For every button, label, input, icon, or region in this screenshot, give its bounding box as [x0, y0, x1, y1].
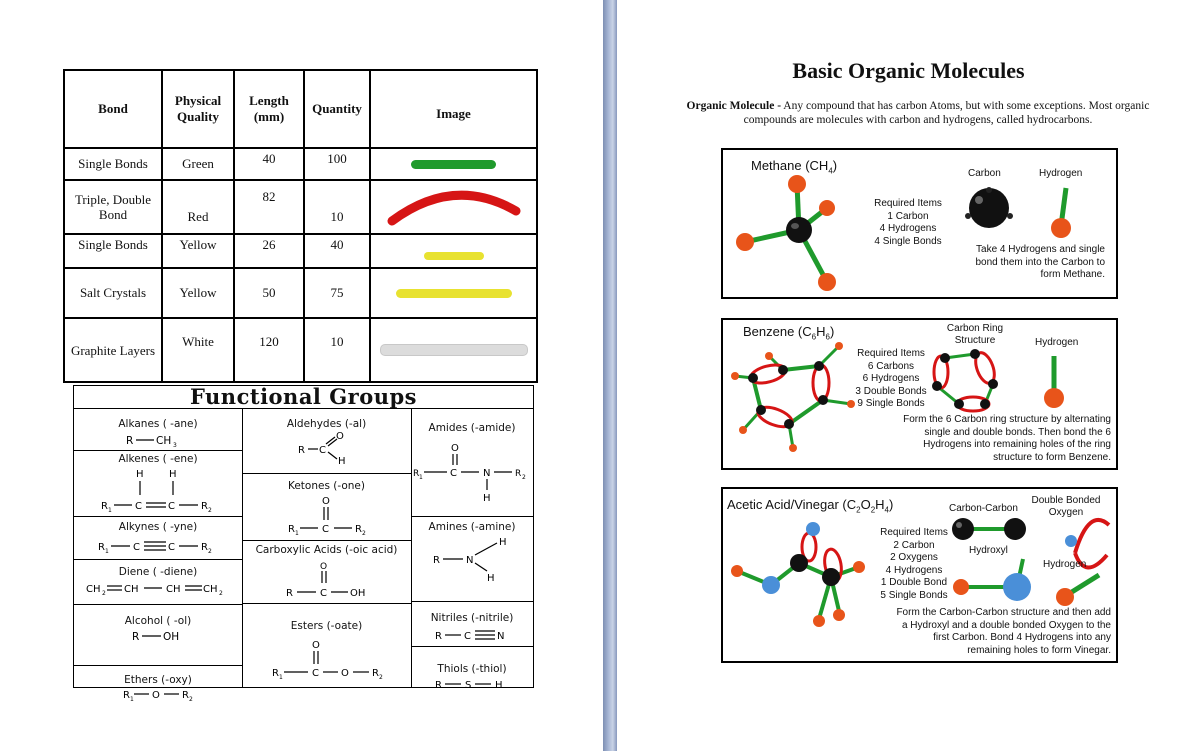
yellow-bond-image: [424, 252, 484, 260]
fg-amines: [411, 517, 533, 602]
quantity-cell: 100: [304, 148, 370, 180]
fg-name: Alcohol ( -ol): [124, 615, 192, 627]
svg-text:1: 1: [295, 530, 299, 537]
page-title: Basic Organic Molecules: [792, 58, 1025, 83]
bond-table: [63, 69, 538, 383]
length-cell: 50: [234, 268, 304, 318]
image-cell: [370, 318, 537, 382]
hydrogen-label: Hydrogen: [1043, 559, 1087, 570]
svg-text:O: O: [451, 443, 459, 454]
hydrogen-sample-icon: [1056, 588, 1074, 606]
fg-name: Diene ( -diene): [118, 566, 198, 578]
bond-cell: Single Bonds: [64, 234, 162, 268]
alcohol-structure: [74, 605, 242, 665]
svg-text:CH: CH: [203, 584, 218, 595]
ester-structure: [242, 604, 411, 686]
fg-name: Ketones (-one): [287, 480, 365, 492]
fg-alcohol: [74, 605, 242, 666]
table-row: [64, 234, 537, 268]
benzene-title: Benzene $(C_6H_6)$: [743, 324, 835, 342]
benzene-description: Form the 6 Carbon ring structure by alternating single and double bonds. Then bond the 6 Hydrogens into remaining holes of the ring structure to form Benzene.: [903, 414, 1111, 463]
svg-text:R: R: [182, 690, 189, 701]
fg-alkynes: [74, 517, 242, 560]
diene-structure: [74, 560, 242, 604]
fg-column-2: [242, 408, 412, 687]
fg-aldehydes: [242, 408, 411, 474]
fg-column-1: [74, 408, 243, 703]
svg-text:2: 2: [522, 474, 526, 481]
carbon-carbon-label: Carbon-Carbon: [949, 503, 1018, 514]
fg-ethers: [74, 666, 242, 703]
image-cell: [370, 268, 537, 318]
amide-structure: [411, 408, 533, 516]
benzene-requirements: Required Items 6 Carbons 6 Hydrogens 3 Double Bonds 9 Single Bonds: [855, 348, 927, 409]
amine-structure: [411, 517, 533, 601]
fg-name: Carboxylic Acids (-oic acid): [255, 544, 398, 556]
svg-text:2: 2: [208, 507, 212, 514]
functional-groups-title: Functional Groups: [190, 384, 417, 409]
ketone-structure: [242, 474, 411, 540]
red-bond-image: [384, 183, 524, 227]
svg-text:H: H: [499, 537, 507, 548]
svg-text:H: H: [338, 456, 346, 467]
fg-name: Ethers (-oxy): [124, 674, 192, 686]
quantity-cell: 40: [304, 234, 370, 268]
quality-cell: Yellow: [162, 268, 234, 318]
carbon-sample-icon: [969, 188, 1009, 228]
svg-text:CH: CH: [86, 584, 101, 595]
image-cell: [370, 148, 537, 180]
length-cell: 26: [234, 234, 304, 268]
svg-text:R: R: [286, 588, 293, 599]
svg-text:CH: CH: [156, 435, 172, 447]
bond-cell: Triple, Double Bond: [64, 180, 162, 234]
salt-crystal-image: [396, 289, 512, 298]
fg-nitriles: [411, 602, 533, 647]
methane-requirements: Required Items 1 Carbon 4 Hydrogens 4 Single Bonds: [874, 198, 942, 247]
image-cell: [370, 180, 537, 234]
page-divider: [603, 0, 617, 751]
svg-text:H: H: [487, 573, 495, 584]
svg-text:C: C: [450, 468, 457, 479]
green-bond-image: [411, 160, 496, 169]
alkane-structure: [74, 408, 242, 450]
acetic-acid-title: Acetic Acid/Vinegar $(C_2O_2H_4)$: [727, 497, 894, 515]
benzene-panel: [721, 318, 1118, 470]
hydrogen-sample-icon: [1044, 388, 1064, 408]
fg-name: Alkenes ( -ene): [118, 453, 198, 465]
graphite-image: [380, 344, 528, 356]
svg-text:R: R: [433, 555, 440, 566]
svg-text:3: 3: [173, 442, 177, 449]
svg-text:1: 1: [419, 474, 423, 481]
ether-structure: [74, 666, 242, 706]
svg-text:1: 1: [105, 548, 109, 555]
hydrogen-sample-icon: [1051, 218, 1071, 238]
nitrile-structure: [411, 602, 533, 646]
fg-carboxylic-acids: [242, 541, 411, 604]
header-physical-quality: Physical Quality: [162, 70, 234, 148]
bond-cell: Salt Crystals: [64, 268, 162, 318]
length-cell: 82: [234, 180, 304, 234]
svg-text:O: O: [312, 640, 320, 651]
methane-title: Methane $(CH_4)$: [751, 158, 838, 176]
fg-alkenes: [74, 451, 242, 517]
hydrogen-atom: [736, 233, 754, 251]
carboxylic-structure: [242, 541, 411, 603]
svg-text:OH: OH: [350, 588, 366, 599]
fg-thiols: [411, 647, 533, 691]
aldehyde-structure: [242, 408, 411, 473]
quality-cell: Red: [162, 180, 234, 234]
fg-esters: [242, 604, 411, 686]
svg-text:C: C: [135, 501, 142, 512]
header-length: Length (mm): [234, 70, 304, 148]
length-cell: 40: [234, 148, 304, 180]
svg-text:R: R: [201, 501, 208, 512]
intro-text: Any compound that has carbon Atoms, but with some exceptions. Most organic compounds are molecules with carbon and hydrogens, called hydrocarbons.: [743, 100, 1150, 126]
svg-text:C: C: [464, 631, 471, 642]
hydroxyl-label: Hydroxyl: [969, 545, 1008, 556]
header-quantity: Quantity: [304, 70, 370, 148]
quality-cell: White: [162, 318, 234, 382]
alkene-structure: [74, 451, 242, 516]
carbon-atom: [786, 217, 812, 243]
svg-text:R: R: [515, 469, 522, 479]
fg-name: Alkanes ( -ane): [118, 418, 198, 430]
svg-text:1: 1: [108, 507, 112, 514]
svg-text:R: R: [101, 501, 108, 512]
svg-text:S: S: [465, 680, 472, 691]
hydrogen-atom: [788, 175, 806, 193]
svg-text:O: O: [320, 562, 328, 572]
quality-cell: Green: [162, 148, 234, 180]
fg-name: Amines (-amine): [428, 521, 516, 533]
fg-alkanes: [74, 408, 242, 451]
svg-text:R: R: [132, 631, 140, 643]
svg-text:O: O: [322, 496, 330, 507]
svg-text:O: O: [336, 431, 344, 442]
bond-cell: Single Bonds: [64, 148, 162, 180]
svg-text:1: 1: [279, 674, 283, 681]
svg-text:C: C: [168, 542, 175, 553]
fg-amides: [411, 408, 533, 517]
svg-text:R: R: [355, 524, 362, 535]
fg-name: Nitriles (-nitrile): [430, 612, 514, 624]
svg-text:C: C: [322, 524, 329, 535]
intro-paragraph: [683, 99, 1153, 127]
ring-structure-label: Carbon Ring Structure: [946, 323, 1004, 346]
svg-text:R: R: [372, 668, 379, 679]
table-row: [64, 268, 537, 318]
fg-diene: [74, 560, 242, 605]
carbon-label: Carbon: [968, 168, 1001, 179]
acetic-acid-panel: [721, 487, 1118, 663]
quantity-cell: 75: [304, 268, 370, 318]
bond-table-header: [64, 70, 537, 148]
svg-text:R: R: [298, 445, 305, 456]
svg-text:CH: CH: [124, 584, 139, 595]
svg-text:H: H: [136, 469, 144, 480]
svg-text:2: 2: [102, 590, 106, 597]
svg-text:R: R: [123, 690, 130, 701]
right-page: [617, 0, 1200, 751]
fg-name: Aldehydes (-al): [286, 418, 367, 430]
fg-name: Esters (-oate): [290, 620, 363, 632]
svg-text:R: R: [288, 524, 295, 535]
svg-text:O: O: [152, 690, 160, 701]
fg-name: Alkynes ( -yne): [118, 521, 198, 533]
intro-term: Organic Molecule -: [686, 100, 782, 112]
quality-cell: Yellow: [162, 234, 234, 268]
hydrogen-label: Hydrogen: [1035, 337, 1079, 348]
quantity-cell: 10: [304, 180, 370, 234]
svg-text:H: H: [495, 680, 503, 691]
bond-cell: Graphite Layers: [64, 318, 162, 382]
fg-name: Amides (-amide): [428, 422, 516, 434]
svg-text:2: 2: [219, 590, 223, 597]
svg-text:C: C: [312, 668, 319, 679]
hydrogen-label: Hydrogen: [1039, 168, 1083, 179]
svg-text:OH: OH: [163, 631, 180, 643]
header-image: Image: [370, 70, 537, 148]
svg-text:2: 2: [189, 696, 193, 703]
table-row: [64, 318, 537, 382]
svg-text:2: 2: [362, 530, 366, 537]
header-bond: Bond: [64, 70, 162, 148]
acetic-acid-description: Form the Carbon-Carbon structure and then add a Hydroxyl and a double bonded Oxygen to the first Carbon. Bond 4 Hydrogens into any remaining holes to form Vinegar.: [896, 607, 1111, 656]
functional-groups-chart: [73, 384, 534, 703]
table-row: [64, 180, 537, 234]
svg-text:R: R: [435, 631, 442, 642]
acetic-requirements: Required Items 2 Carbon 2 Oxygens 4 Hydrogens 1 Double Bond 5 Single Bonds: [880, 527, 948, 601]
svg-text:C: C: [168, 501, 175, 512]
length-cell: 120: [234, 318, 304, 382]
svg-text:1: 1: [130, 696, 134, 703]
svg-text:C: C: [319, 445, 326, 456]
svg-text:R: R: [272, 668, 279, 679]
svg-text:2: 2: [379, 674, 383, 681]
methane-description: Take 4 Hydrogens and single bond them into the Carbon to form Methane.: [975, 244, 1105, 280]
svg-text:R: R: [126, 435, 134, 447]
svg-text:C: C: [320, 588, 327, 599]
svg-text:H: H: [169, 469, 177, 480]
svg-text:C: C: [133, 542, 140, 553]
svg-text:CH: CH: [166, 584, 181, 595]
hydrogen-atom: [818, 273, 836, 291]
hydrogen-atom: [819, 200, 835, 216]
svg-text:N: N: [483, 468, 491, 479]
thiol-structure: [411, 647, 533, 707]
svg-text:2: 2: [208, 548, 212, 555]
methane-panel: [721, 148, 1118, 299]
fg-ketones: [242, 474, 411, 541]
svg-text:R: R: [98, 542, 105, 553]
svg-text:H: H: [483, 493, 491, 504]
double-oxygen-label: Double Bonded Oxygen: [1031, 495, 1101, 518]
fg-column-3: [411, 408, 533, 691]
fg-name: Thiols (-thiol): [437, 663, 507, 675]
svg-text:O: O: [341, 668, 349, 679]
svg-text:N: N: [497, 631, 505, 642]
alkyne-structure: [74, 517, 242, 559]
svg-text:R: R: [435, 680, 442, 691]
table-row: [64, 148, 537, 180]
quantity-cell: 10: [304, 318, 370, 382]
svg-text:R: R: [201, 542, 208, 553]
svg-text:R: R: [413, 469, 420, 479]
svg-text:N: N: [466, 555, 474, 566]
image-cell: [370, 234, 537, 268]
